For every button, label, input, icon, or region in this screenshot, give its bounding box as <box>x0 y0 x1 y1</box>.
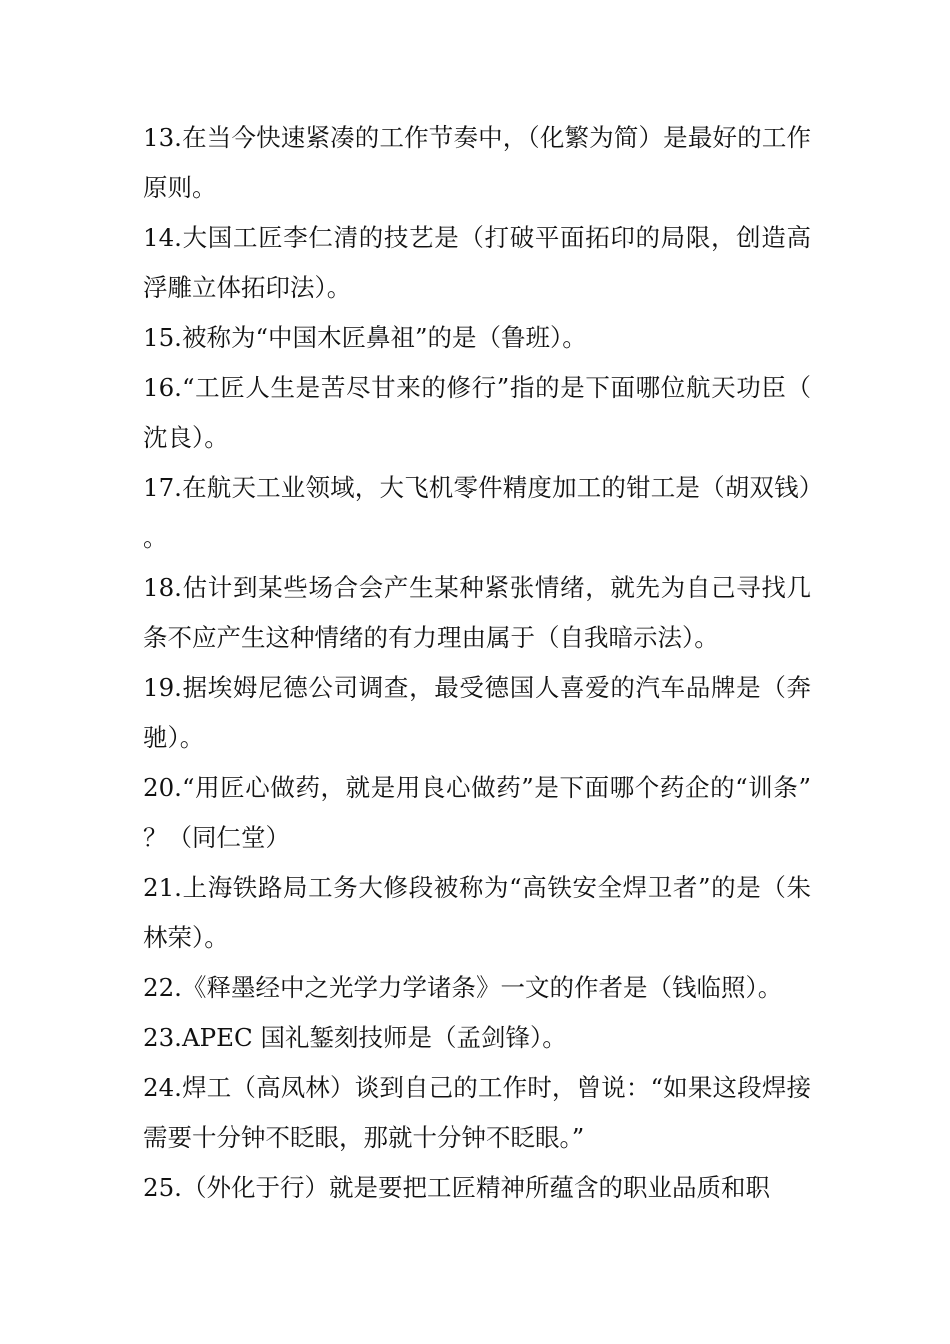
question-item-18: 18.估计到某些场合会产生某种紧张情绪，就先为自己寻找几条不应产生这种情绪的有力理由属于（自我暗示法）。 <box>143 573 811 652</box>
question-item-21: 21.上海铁路局工务大修段被称为“高铁安全焊卫者”的是（朱林荣）。 <box>143 873 811 952</box>
question-item-22: 22.《释墨经中之光学力学诸条》一文的作者是（钱临照）。 <box>143 973 783 1002</box>
question-item-15: 15.被称为“中国木匠鼻祖”的是（鲁班）。 <box>143 323 587 352</box>
question-item-19: 19.据埃姆尼德公司调查，最受德国人喜爱的汽车品牌是（奔驰）。 <box>143 673 811 752</box>
question-list <box>143 113 811 1213</box>
question-item-20: 20.“用匠心做药，就是用良心做药”是下面哪个药企的“训条”？（同仁堂） <box>143 773 811 852</box>
question-item-23: 23.APEC 国礼錾刻技师是（孟剑锋）。 <box>143 1023 567 1052</box>
question-item-24: 24.焊工（高凤林）谈到自己的工作时，曾说：“如果这段焊接需要十分钟不眨眼，那就十分钟不眨眼。” <box>143 1073 811 1152</box>
question-item-14: 14.大国工匠李仁清的技艺是（打破平面拓印的局限，创造高浮雕立体拓印法）。 <box>143 223 811 302</box>
question-item-16: 16.“工匠人生是苦尽甘来的修行”指的是下面哪位航天功臣（沈良）。 <box>143 373 811 452</box>
question-item-13: 13.在当今快速紧凑的工作节奏中，（化繁为简）是最好的工作原则。 <box>143 123 811 202</box>
question-item-17: 17.在航天工业领域，大飞机零件精度加工的钳工是（胡双钱）。 <box>143 473 811 552</box>
question-item-25: 25.（外化于行）就是要把工匠精神所蕴含的职业品质和职 <box>143 1173 770 1202</box>
